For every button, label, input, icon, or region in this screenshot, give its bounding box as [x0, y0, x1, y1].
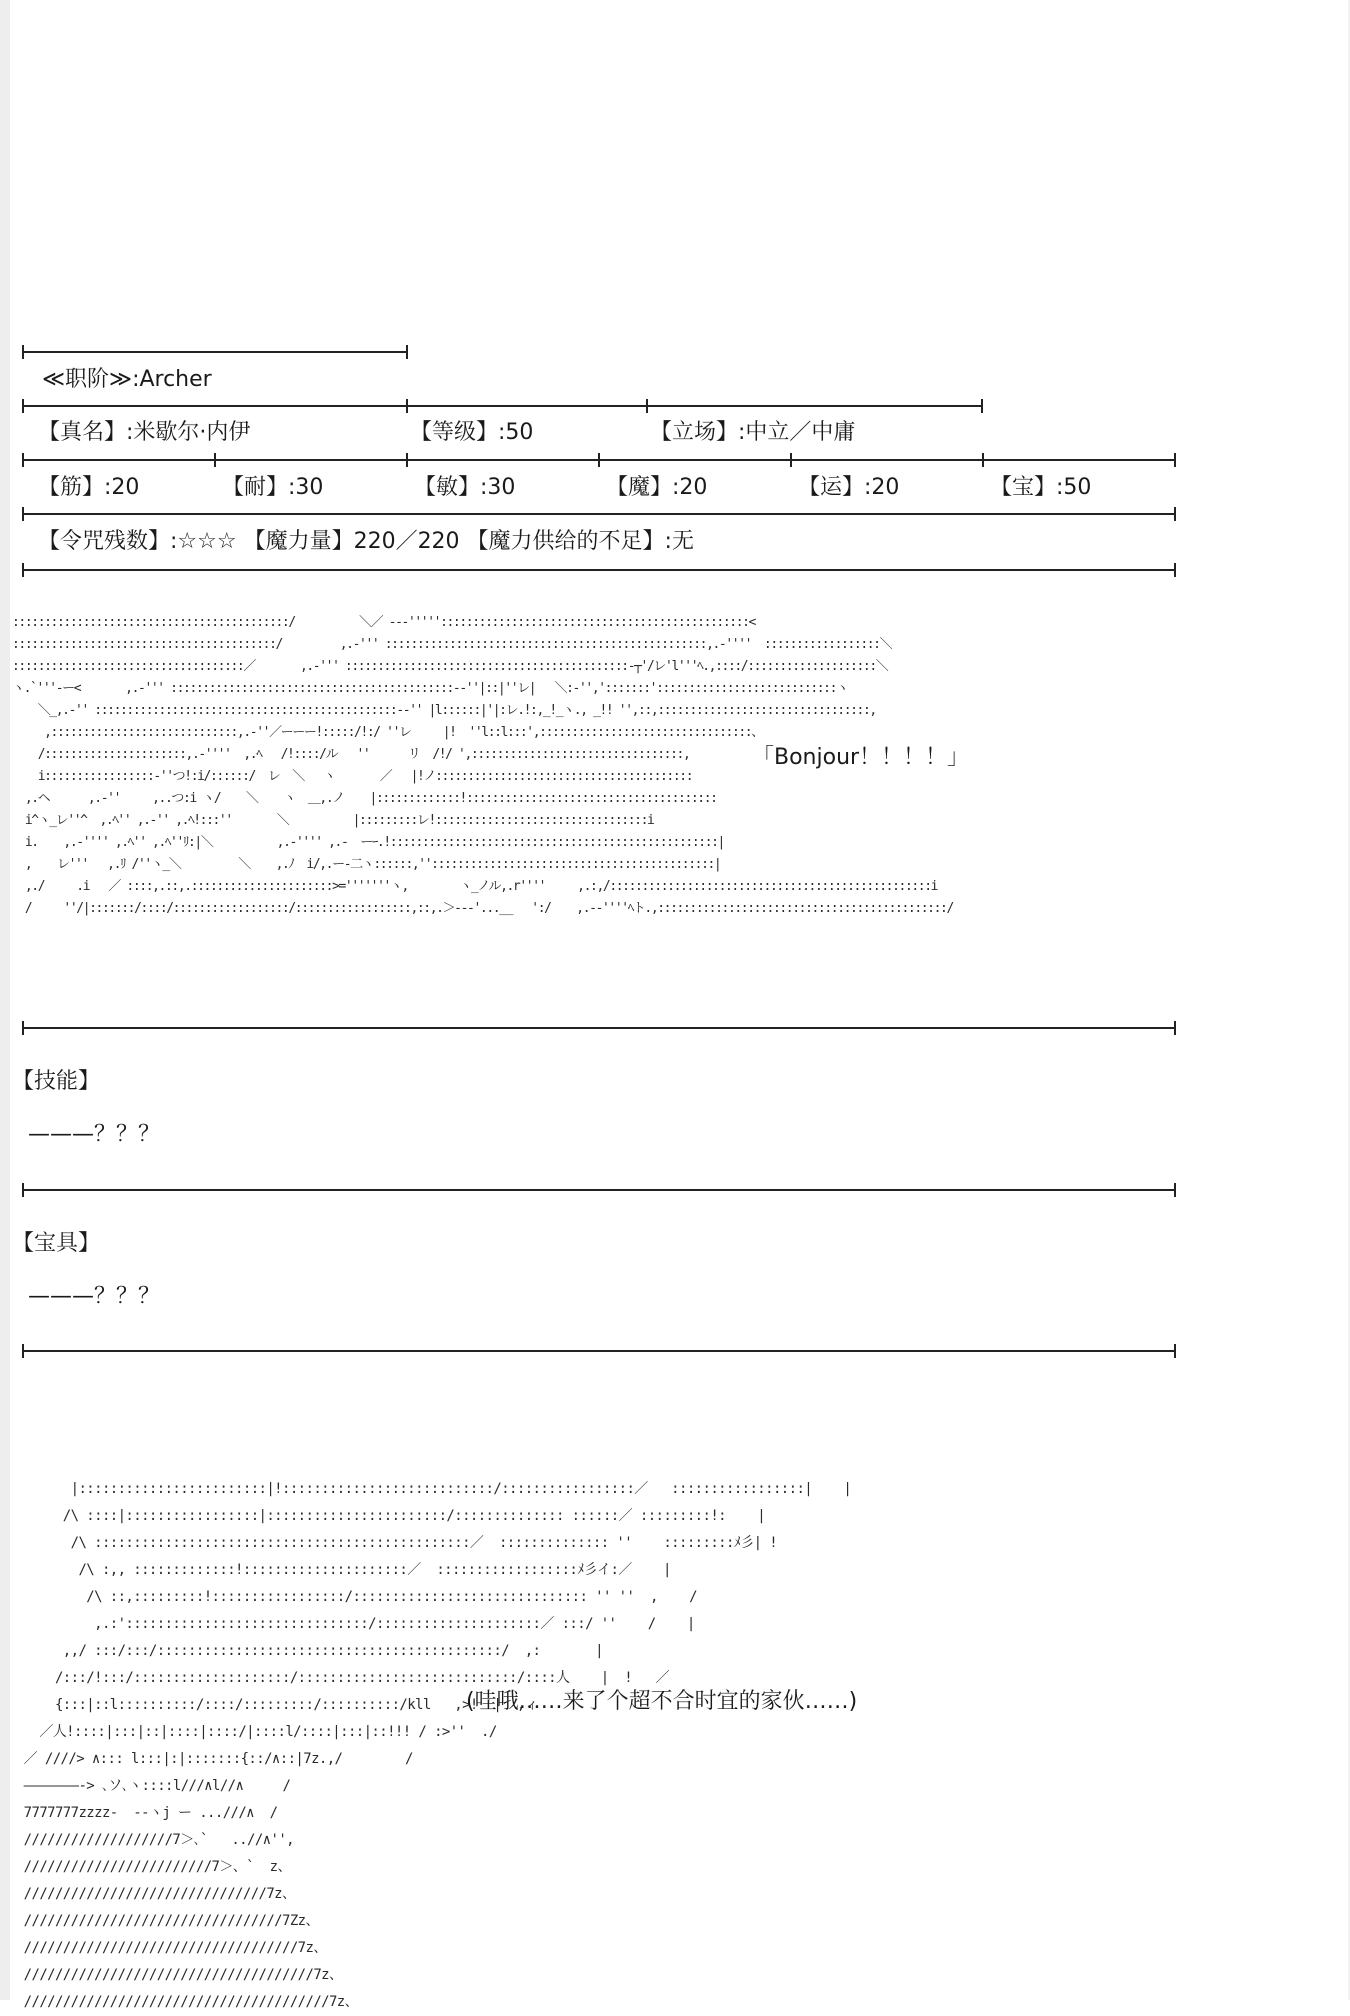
- alignment-field: 【立场】:中立／中庸: [650, 420, 856, 445]
- card-line-bottom: [22, 569, 1176, 571]
- divider-tick: [22, 1021, 24, 1035]
- skills-heading: 【技能】: [12, 1069, 101, 1094]
- card-tick: [406, 453, 408, 467]
- card-tick: [22, 563, 24, 577]
- divider-tick: [22, 1344, 24, 1358]
- level-field: 【等级】:50: [410, 420, 534, 445]
- noble-phantasm-heading: 【宝具】: [12, 1231, 101, 1256]
- resources-field: 【令咒残数】:☆☆☆ 【魔力量】220／220 【魔力供给的不足】:无: [38, 529, 694, 554]
- thought-bubble: (哇哦……来了个超不合时宜的家伙……): [466, 1689, 858, 1714]
- true-name-field: 【真名】:米歇尔·内伊: [38, 420, 251, 445]
- divider-tick: [1174, 1183, 1176, 1197]
- card-tick: [1174, 507, 1176, 521]
- card-tick: [214, 453, 216, 467]
- card-tick: [982, 453, 984, 467]
- card-tick: [406, 345, 408, 359]
- card-line-top: [22, 351, 408, 353]
- speech-bonjour: 「Bonjour！！！！」: [752, 745, 970, 770]
- card-tick: [646, 399, 648, 413]
- divider-art: [22, 1027, 1176, 1029]
- ascii-art-character: :::::::::::::::::::::::::::::::::::::::::::/ ＼／ ‐-‐'''''::::::::::::::::::::::::::::::::::::::::::::::::< :::::::::::::::::::::::::::::::::::::::::/ ,.-''' ::::::::::::::::::::::::::::::::::::::::::::::::::,.-'''' ::::::::::::::::::＼ ::::::::::::::::::::::::::::::::::::／ ,.-''' ::::::::::::::::::::::::::::::::::::::::::::-┬'/レ'l'''ﾍ.,::::/::::::::::::::::::::＼ ヽ.`'''‐ー< ,.-''' ::::::::::::::::::::::::::::::::::::::::::::-‐''|::|''レ| ＼:‐'',':::::::'::::::::::::::::::::::::::::ヽ ＼_,.-'' :::::::::::::::::::::::::::::::::::::::::::::::-‐'' |l::::::|'|:レ.!:,_!_ヽ., _!! '',::,:::::::::::::::::::::::::::::::::, ,:::::::::::::::::::::::::::::,.-''／ーーー!:::::/!:/ ''レ |! ''l::l:::',:::::::::::::::::::::::::::::::::、 /::::::::::::::::::::::,.-'''' ,.ﾍ /!::::/ル '' リ /!/ ',:::::::::::::::::::::::::::::::::, i:::::::::::::::::‐''つ!:i/::::::/ レ ＼ ヽ ／ |!ノ:::::::::::::::::::::::::::::::::::::::: ,.ヘ ,.-'' ,..つ:i ヽ/ ＼ ヽ ＿,.ノ |:::::::::::::!::::::::::::::::::::::::::::::::::::::: i^ヽ_レ''^ ,.ﾍ'' ,.-'' ,.ﾍ!:::'' ＼ |:::::::::レ!:::::::::::::::::::::::::::::::::i i. ,.-'''' ,.ﾍ'' ,.ﾍ''ﾘ:|＼ ,.-'''' ,.- ーｰ.!:::::::::::::::::::::::::::::::::::::::::::::::::::| , レ''' ,.ﾘ /''ヽ_＼ ＼ ,.ﾉ i/,.ー-二ヽ::::::,''::::::::::::::::::::::::::::::::::::::::::::| ,./ .i ／ ::::,.::,.::::::::::::::::::::::>='''''''ヽ, ヽ_ノル,.r'''' ,.:,/::::::::::::::::::::::::::::::::::::::::::::::::::i / ''/|:::::::/::::/::::::::::::::::::/::::::::::::::::::,::,.＞-‐-'...__ ':/ ,.-‐''''ﾍト.,:::::::::::::::::::::::::::::::::::::::::::::/: [12, 615, 953, 916]
- card-tick: [598, 453, 600, 467]
- noble-phantasm-value: ———？？？: [28, 1284, 161, 1309]
- card-tick: [22, 507, 24, 521]
- stat-agility: 【敏】:30: [414, 475, 516, 500]
- divider-tick: [22, 1183, 24, 1197]
- divider-skills: [22, 1189, 1176, 1191]
- card-line-2: [22, 405, 983, 407]
- card-tick: [22, 345, 24, 359]
- stat-endurance: 【耐】:30: [222, 475, 324, 500]
- card-tick: [790, 453, 792, 467]
- divider-tick: [1174, 1021, 1176, 1035]
- card-tick: [1174, 563, 1176, 577]
- divider-tick: [1174, 1344, 1176, 1358]
- card-tick: [22, 399, 24, 413]
- card-tick: [406, 399, 408, 413]
- card-tick: [1174, 453, 1176, 467]
- card-tick: [22, 453, 24, 467]
- class-field: ≪职阶≫:Archer: [42, 367, 212, 392]
- stat-strength: 【筋】:20: [38, 475, 140, 500]
- stat-mana: 【魔】:20: [606, 475, 708, 500]
- ascii-art-arm: |::::::::::::::::::::::::|!:::::::::::::::::::::::::::/:::::::::::::::::／ :::::::::::::::::| | /\ ::::|:::::::::::::::::|:::::::::::::::::::::::/:::::::::::::: ::::::／ :::::::::!: | /\ ::::::::::::::::::::::::::::::::::::::::::::::::／ :::::::::::::: '' :::::::::ﾒ彡| ! /\ :,, :::::::::::::!:::::::::::::::::::::／ ::::::::::::::::::ﾒ彡イ:／ | /\ ::,:::::::::!:::::::::::::::::/:::::::::::::::::::::::::::::: '' '' , / ,.:':::::::::::::::::::::::::::::::/:::::::::::::::::::::／ :::/ '' / | ,,/ :::/:::/::::::::::::::::::::::::::::::::::::::::::::/ ,: | /:::/!:::/::::::::::::::::::::/::::::::::::::::::::::::::::/::::人 | ! ／ {:::|::l::::::::::/::::/:::::::::/::::::::::/kll ,>! | ,ィ ／人!::::|:::|::|::::|::::/|::::l/::::|:::|::!!! / :>'' ./ ／ ////> ∧::: l:::|:|:::::::{::/∧::|7z.,/ / ―――――――-> ､ソ､ヽ::::l///∧l//∧ / 7777777zzzz- --ヽj ー ...///∧ / ///////////////////7＞､` ..//∧'', ////////////////////////7＞、` z、 ///////////////////////////////7z、 /////////////////////////////////7Zz、 ///////////////////////////////////7z、 /////////////////////////////////////7z、 ///////////////////////////////////////7z、: [23, 1481, 852, 2010]
- card-line-4: [22, 513, 1176, 515]
- divider-np: [22, 1350, 1176, 1352]
- skills-value: ———？？？: [28, 1122, 161, 1147]
- stat-noble-phantasm: 【宝】:50: [990, 475, 1092, 500]
- stat-luck: 【运】:20: [798, 475, 900, 500]
- card-tick: [981, 399, 983, 413]
